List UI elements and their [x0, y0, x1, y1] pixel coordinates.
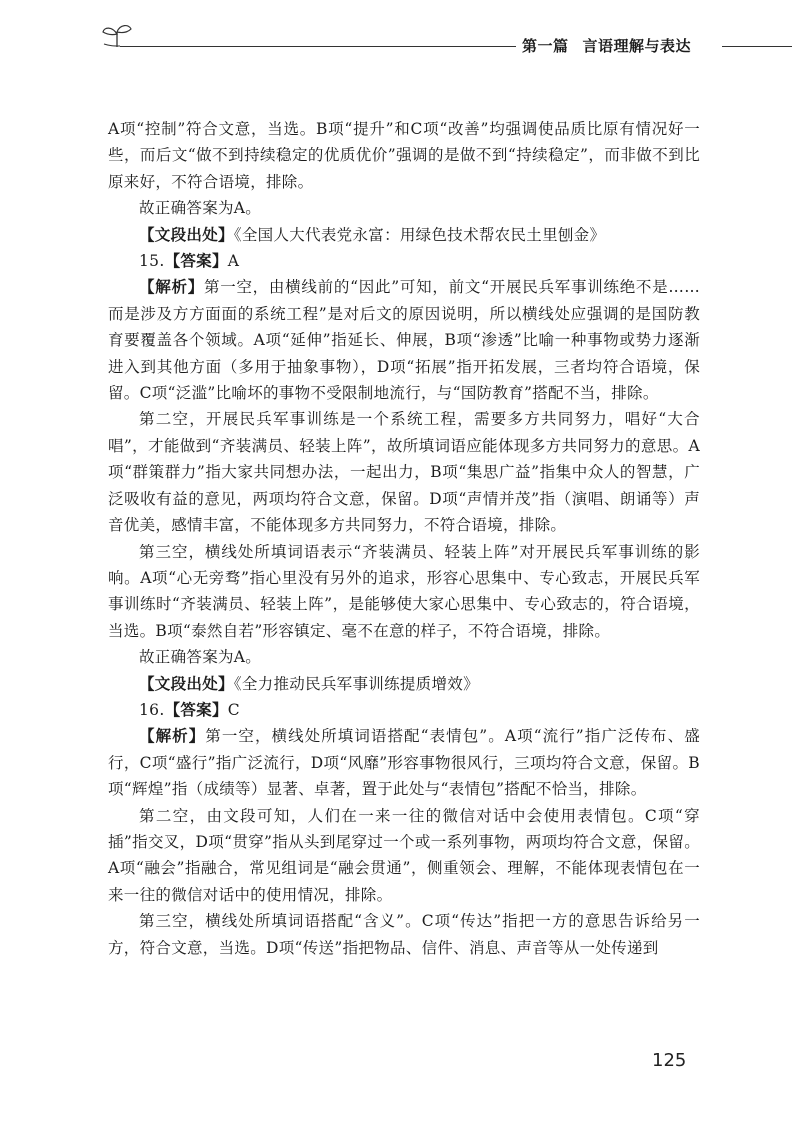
tag-label: 【解析】 — [139, 727, 206, 746]
answer-line — [108, 697, 700, 723]
sprout-logo-icon — [100, 22, 134, 48]
running-header — [0, 0, 800, 70]
paragraph: 第三空，横线处所填词语搭配“含义”。C项“传达”指把一方的意思告诉给另一方，符合文意，当选。D项“传送”指把物品、信件、消息、声音等从一处传递到 — [108, 912, 700, 957]
tag-label: 【文段出处】 — [139, 225, 234, 244]
answer-line — [108, 248, 700, 274]
paragraph: 故正确答案为A。 — [139, 199, 262, 218]
header-part: 第一篇 — [522, 37, 569, 55]
paragraph: 第三空，横线处所填词语表示“齐装满员、轻装上阵”对开展民兵军事训练的影响。A项“心无旁骛”指心里没有另外的追求，形容心思集中、专心致志，开展民兵军事训练时“齐装满员、轻装上阵”，是能够使大家心思集中、专心致志的，符合语境，当选。B项“泰然自若”形容镇定、毫不在意的样子，不符合语境，排除。 — [108, 542, 700, 640]
header-rule-left — [120, 46, 516, 47]
analysis-paragraph: 【解析】第一空，横线处所填词语搭配“表情包”。A项“流行”指广泛传布、盛行，C项“盛行”指广泛流行，D项“风靡”形容事物很风行，三项均符合文意，保留。B项“辉煌”指（成绩等）显著、卓著，置于此处与“表情包”搭配不恰当，排除。 — [108, 727, 700, 799]
question-number: 16. — [139, 700, 165, 719]
paragraph: 故正确答案为A。 — [139, 648, 262, 667]
paragraph: 第二空，由文段可知，人们在一来一往的微信对话中会使用表情包。C项“穿插”指交叉，D项“贯穿”指从头到尾穿过一个或一系列事物，两项均符合文意，保留。A项“融会”指融合，常见组词是“融会贯通”，侧重领会、理解，不能体现表情包在一来一往的微信对话中的使用情况，排除。 — [108, 806, 700, 904]
question-number: 15. — [139, 252, 165, 271]
source-citation: 【文段出处】《全力推动民兵军事训练提质增效》 — [139, 674, 479, 693]
paragraph: 第二空，开展民兵军事训练是一个系统工程，需要多方共同努力，唱好“大合唱”，才能做到“齐装满员、轻装上阵”，故所填词语应能体现多方共同努力的意思。A项“群策群力”指大家共同想办法，一起出力，B项“集思广益”指集中众人的智慧，广泛吸收有益的意见，两项均符合文意，保留。D项“声情并茂”指（演唱、朗诵等）声音优美，感情丰富，不能体现多方共同努力，不符合语境，排除。 — [108, 410, 700, 535]
tag-label: 【答案】 — [164, 252, 228, 271]
header-chapter-title — [522, 35, 691, 56]
answer-value: A — [227, 252, 240, 271]
paragraph: A项“控制”符合文意，当选。B项“提升”和C项“改善”均强调使品质比原有情况好一些，而后文“做不到持续稳定的优质优价”强调的是做不到“持续稳定”，而非做不到比原来好，不符合语境，排除。 — [108, 120, 700, 191]
analysis-paragraph: 【解析】第一空，由横线前的“因此”可知，前文“开展民兵军事训练绝不是……而是涉及方方面面的系统工程”是对后文的原因说明，所以横线处应强调的是国防教育要覆盖各个领域。A项“延伸”指延长、伸展，B项“渗透”比喻一种事物或势力逐渐进入到其他方面（多用于抽象事物），D项“拓展”指开拓发展，三者均符合语境，保留。C项“泛滥”比喻坏的事物不受限制地流行，与“国防教育”搭配不当，排除。 — [108, 278, 701, 403]
answer-value: C — [227, 700, 240, 719]
tag-label: 【解析】 — [139, 278, 204, 297]
tag-label: 【答案】 — [164, 700, 228, 719]
header-rule-right — [722, 46, 792, 47]
header-section-title: 言语理解与表达 — [582, 37, 692, 55]
page-body — [108, 116, 700, 961]
source-citation: 【文段出处】《全国人大代表党永富：用绿色技术帮农民土里刨金》 — [139, 225, 606, 244]
page-number: 125 — [652, 1050, 687, 1071]
tag-label: 【文段出处】 — [139, 674, 234, 693]
